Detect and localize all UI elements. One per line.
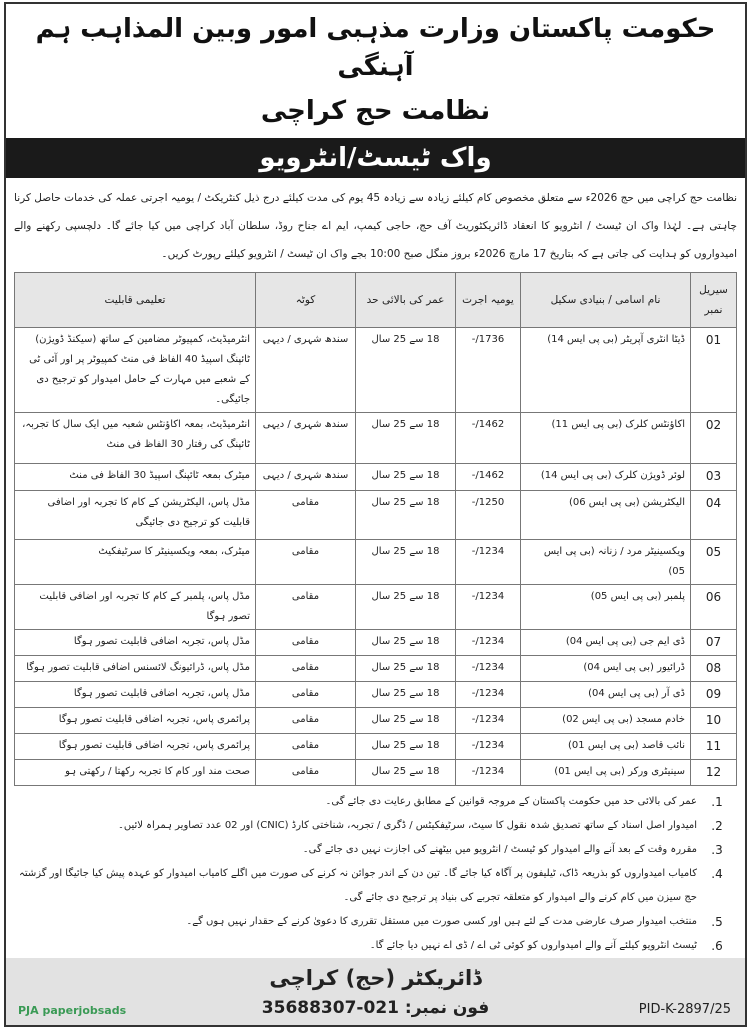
note-number: 2. <box>711 819 723 833</box>
cell-age: 18 سے 25 سال <box>356 708 456 734</box>
cell-age: 18 سے 25 سال <box>356 464 456 491</box>
note-number: 5. <box>711 915 723 929</box>
cell-post: ڈی آر (بی پی ایس 04) <box>521 682 691 708</box>
cell-quota: مقامی <box>256 656 356 682</box>
director-signature: ڈائریکٹر (حج) کراچی <box>269 966 482 990</box>
note-text: منتخب امیدوار صرف عارضی مدت کے لئے ہیں اور کسی صورت میں مستقل تقرری کا دعویٰ کرنے کے حقدار نہیں ہوں گے۔ <box>186 916 697 927</box>
cell-quota: مقامی <box>256 760 356 786</box>
cell-serial: 05 <box>691 540 737 585</box>
cell-wage: 1234/- <box>456 585 521 630</box>
cell-quota: مقامی <box>256 585 356 630</box>
cell-serial: 09 <box>691 682 737 708</box>
cell-serial: 11 <box>691 734 737 760</box>
cell-serial: 10 <box>691 708 737 734</box>
cell-serial: 08 <box>691 656 737 682</box>
note-text: ٹیسٹ انٹرویو کیلئے آنے والے امیدواروں کو کوئی ٹی اے / ڈی اے نہیں دیا جائے گا۔ <box>369 940 697 951</box>
cell-qualification: انٹرمیڈیٹ، بمعہ اکاؤنٹس شعبہ میں ایک سال کا تجربہ، ٹائپنگ کی رفتار 30 الفاظ فی منٹ <box>15 413 256 464</box>
cell-quota: مقامی <box>256 682 356 708</box>
cell-wage: 1462/- <box>456 413 521 464</box>
cell-age: 18 سے 25 سال <box>356 328 456 413</box>
footer <box>6 958 745 1025</box>
note-text: عمر کی بالائی حد میں حکومت پاکستان کے مروجہ قوانین کے مطابق رعایت دی جائے گی۔ <box>325 796 697 807</box>
note-item <box>14 934 737 958</box>
cell-serial: 07 <box>691 630 737 656</box>
cell-age: 18 سے 25 سال <box>356 413 456 464</box>
table-row <box>15 708 737 734</box>
cell-wage: 1736/- <box>456 328 521 413</box>
table-row <box>15 630 737 656</box>
cell-wage: 1234/- <box>456 656 521 682</box>
cell-wage: 1234/- <box>456 540 521 585</box>
note-number: 6. <box>711 939 723 953</box>
phone-number: 021-35688307 <box>261 998 399 1018</box>
cell-post: لوئر ڈویژن کلرک (بی پی ایس 14) <box>521 464 691 491</box>
note-number: 1. <box>711 795 723 809</box>
note-item <box>14 862 737 910</box>
cell-age: 18 سے 25 سال <box>356 491 456 540</box>
cell-quota: مقامی <box>256 630 356 656</box>
table-row <box>15 328 737 413</box>
cell-post: ڈی ایم جی (بی پی ایس 04) <box>521 630 691 656</box>
cell-age: 18 سے 25 سال <box>356 682 456 708</box>
table-row <box>15 464 737 491</box>
cell-qualification: مڈل پاس، تجربہ اضافی قابلیت تصور ہوگا <box>15 682 256 708</box>
cell-age: 18 سے 25 سال <box>356 760 456 786</box>
cell-qualification: میٹرک، بمعہ ویکسینیٹر کا سرٹیفکیٹ <box>15 540 256 585</box>
table-row <box>15 760 737 786</box>
note-item <box>14 910 737 934</box>
cell-wage: 1462/- <box>456 464 521 491</box>
cell-post: ویکسینیٹر مرد / زنانہ (بی پی ایس 05) <box>521 540 691 585</box>
cell-post: الیکٹریشن (بی پی ایس 06) <box>521 491 691 540</box>
cell-post: اکاؤنٹس کلرک (بی پی ایس 11) <box>521 413 691 464</box>
cell-qualification: انٹرمیڈیٹ، کمپیوٹر مضامین کے ساتھ (سیکنڈ ڈویژن) ٹائپنگ اسپیڈ 40 الفاظ فی منٹ کمپیوٹر پر اور آئی ٹی کے شعبے میں مہارت کے حامل امیدوار کو ترجیح دی جائیگی۔ <box>15 328 256 413</box>
cell-quota: مقامی <box>256 708 356 734</box>
cell-qualification: پرائمری پاس، تجربہ اضافی قابلیت تصور ہوگا <box>15 734 256 760</box>
pid-number: PID-K-2897/25 <box>638 1002 731 1017</box>
cell-age: 18 سے 25 سال <box>356 630 456 656</box>
table-row <box>15 682 737 708</box>
cell-quota: مقامی <box>256 734 356 760</box>
table-row <box>15 585 737 630</box>
cell-age: 18 سے 25 سال <box>356 656 456 682</box>
note-number: 3. <box>711 843 723 857</box>
cell-serial: 12 <box>691 760 737 786</box>
vacancy-table <box>14 272 737 786</box>
note-item <box>14 814 737 838</box>
note-number: 4. <box>711 867 723 881</box>
cell-serial: 03 <box>691 464 737 491</box>
cell-age: 18 سے 25 سال <box>356 585 456 630</box>
table-row <box>15 656 737 682</box>
cell-quota: سندھ شہری / دیہی <box>256 413 356 464</box>
cell-wage: 1234/- <box>456 630 521 656</box>
cell-wage: 1234/- <box>456 708 521 734</box>
cell-age: 18 سے 25 سال <box>356 540 456 585</box>
cell-post: خادم مسجد (بی پی ایس 02) <box>521 708 691 734</box>
table-header-row <box>15 273 737 328</box>
cell-serial: 02 <box>691 413 737 464</box>
note-text: امیدوار اصل اسناد کے ساتھ تصدیق شدہ نقول کا سیٹ، سرٹیفکیٹس / ڈگری / تجربہ، شناختی کارڈ (CNIC) اور 02 عدد تصاویر ہمراہ لائیں۔ <box>118 820 697 831</box>
cell-quota: سندھ شہری / دیہی <box>256 464 356 491</box>
cell-qualification: مڈل پاس، پلمبر کے کام کا تجربہ اور اضافی قابلیت تصور ہوگا <box>15 585 256 630</box>
cell-wage: 1234/- <box>456 734 521 760</box>
table-row <box>15 734 737 760</box>
table-row <box>15 491 737 540</box>
header-post: نام اسامی / بنیادی سکیل <box>521 273 691 328</box>
cell-age: 18 سے 25 سال <box>356 734 456 760</box>
cell-post: پلمبر (بی پی ایس 05) <box>521 585 691 630</box>
table-row <box>15 413 737 464</box>
note-item <box>14 838 737 862</box>
ministry-title: حکومت پاکستان وزارت مذہبی امور وبین المذاہب ہم آہنگی <box>35 14 716 82</box>
cell-quota: مقامی <box>256 491 356 540</box>
intro-paragraph: نظامت حج کراچی میں حج 2026ء سے متعلق مخصوص کام کیلئے زیادہ سے زیادہ 45 یوم کی مدت کیلئے درج ذیل کنٹریکٹ / یومیہ اجرتی عملہ کی خدمات حاصل کرنا چاہتی ہے۔ لہٰذا واک ان ٹیسٹ / انٹرویو کا انعقاد ڈائریکٹوریٹ آف حج، حاجی کیمپ، ایم اے جناح روڈ، سلطان آباد کراچی میں کیا جائے گا۔ دلچسپی رکھنے والے امیدواروں کو ہدایت کی جاتی ہے کہ بتاریخ 17 مارچ 2026ء بروز منگل صبح 10:00 بجے واک ان ٹیسٹ / انٹرویو کیلئے رپورٹ کریں۔ <box>14 192 737 260</box>
header-age: عمر کی بالائی حد <box>356 273 456 328</box>
cell-quota: سندھ شہری / دیہی <box>256 328 356 413</box>
note-item <box>14 790 737 814</box>
cell-qualification: صحت مند اور کام کا تجربہ رکھتا / رکھتی ہو <box>15 760 256 786</box>
header-wage: یومیہ اجرت <box>456 273 521 328</box>
cell-post: ڈرائیور (بی پی ایس 04) <box>521 656 691 682</box>
table-row <box>15 540 737 585</box>
watermark: PJA paperjobsads <box>18 1004 127 1017</box>
cell-serial: 01 <box>691 328 737 413</box>
cell-wage: 1234/- <box>456 682 521 708</box>
cell-qualification: پرائمری پاس، تجربہ اضافی قابلیت تصور ہوگا <box>15 708 256 734</box>
cell-qualification: مڈل پاس، الیکٹریشن کے کام کا تجربہ اور اضافی قابلیت کو ترجیح دی جائیگی <box>15 491 256 540</box>
cell-serial: 06 <box>691 585 737 630</box>
cell-serial: 04 <box>691 491 737 540</box>
walk-in-banner: واک ٹیسٹ/انٹرویو <box>6 138 745 178</box>
cell-wage: 1250/- <box>456 491 521 540</box>
phone-label: فون نمبر: <box>404 998 490 1018</box>
cell-post: سینیٹری ورکر (بی پی ایس 01) <box>521 760 691 786</box>
note-text: مقررہ وقت کے بعد آنے والے امیدوار کو ٹیسٹ / انٹرویو میں بیٹھنے کی اجازت نہیں دی جائے گی۔ <box>302 844 697 855</box>
directorate-title: نظامت حج کراچی <box>260 96 491 126</box>
cell-qualification: میٹرک بمعہ ٹائپنگ اسپیڈ 30 الفاظ فی منٹ <box>15 464 256 491</box>
cell-post: ڈیٹا انٹری آپریٹر (بی پی ایس 14) <box>521 328 691 413</box>
note-text: کامیاب امیدواروں کو بذریعہ ڈاک، ٹیلیفون پر آگاہ کیا جائے گا۔ تین دن کے اندر جوائن نہ کرنے کی صورت میں اگلے کامیاب امیدوار کو عہدہ پیش کیا جائیگا اور گزشتہ حج سیزن میں کام کرنے والے امیدوار کو متعلقہ تجربے کی بنیاد پر ترجیح دی جائے گی۔ <box>18 868 697 903</box>
cell-wage: 1234/- <box>456 760 521 786</box>
ad-border <box>4 2 747 1027</box>
notes-list <box>14 790 737 958</box>
cell-post: نائب قاصد (بی پی ایس 01) <box>521 734 691 760</box>
header-qualification: تعلیمی قابلیت <box>15 273 256 328</box>
cell-quota: مقامی <box>256 540 356 585</box>
cell-qualification: مڈل پاس، تجربہ اضافی قابلیت تصور ہوگا <box>15 630 256 656</box>
header-quota: کوٹہ <box>256 273 356 328</box>
cell-qualification: مڈل پاس، ڈرائیونگ لائسنس اضافی قابلیت تصور ہوگا <box>15 656 256 682</box>
header-serial: سیریل نمبر <box>691 273 737 328</box>
